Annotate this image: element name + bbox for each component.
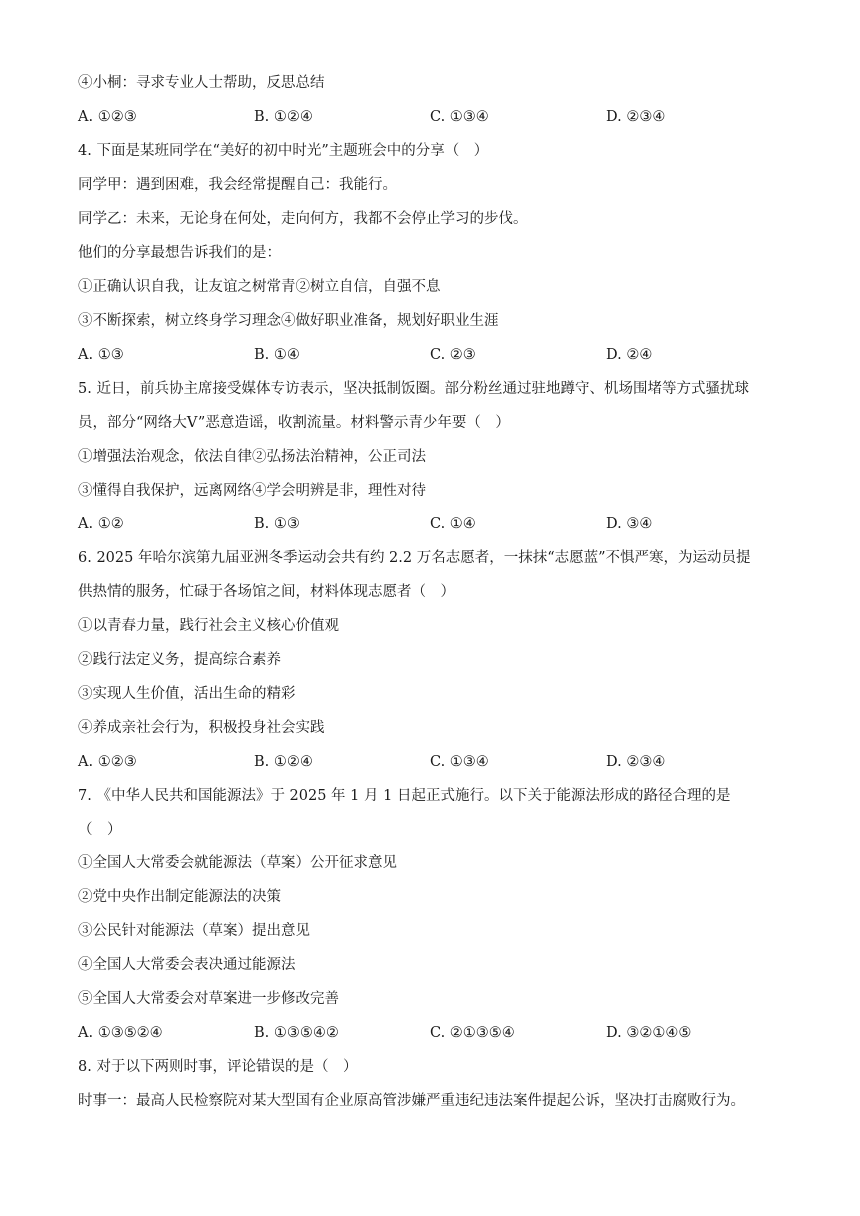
q3-option-c: C. ①③④: [430, 109, 489, 125]
q7-item-2: ②党中央作出制定能源法的决策: [78, 889, 281, 905]
q5-option-c: C. ①④: [430, 516, 476, 532]
q6-stem-2: 供热情的服务，忙碌于各场馆之间，材料体现志愿者（ ）: [78, 584, 455, 600]
q7-item-3: ③公民针对能源法（草案）提出意见: [78, 923, 310, 939]
q7-option-b: B. ①③⑤④②: [254, 1025, 339, 1041]
q5-items-1: ①增强法治观念，依法自律②弘扬法治精神，公正司法: [78, 449, 426, 465]
q3-option-d: D. ②③④: [606, 109, 666, 125]
q3-option-b: B. ①②④: [254, 109, 313, 125]
q5-items-2: ③懂得自我保护，远离网络④学会明辨是非，理性对待: [78, 483, 426, 499]
q6-stem-1: 6. 2025 年哈尔滨第九届亚洲冬季运动会共有约 2.2 万名志愿者，一抹抹“志愿蓝”不惧严寒，为运动员提: [78, 550, 751, 566]
q7-item-4: ④全国人大常委会表决通过能源法: [78, 957, 296, 973]
q6-option-a: A. ①②③: [78, 754, 137, 770]
q4-stem: 4. 下面是某班同学在“美好的初中时光”主题班会中的分享（ ）: [78, 143, 489, 159]
q3-option-a: A. ①②③: [78, 109, 137, 125]
q5-option-d: D. ③④: [606, 516, 653, 532]
q4-option-a: A. ①③: [78, 347, 124, 363]
q6-item-3: ③实现人生价值，活出生命的精彩: [78, 686, 296, 702]
q5-option-b: B. ①③: [254, 516, 300, 532]
q4-items-1: ①正确认识自我，让友谊之树常青②树立自信，自强不息: [78, 279, 441, 295]
q4-items-2: ③不断探索，树立终身学习理念④做好职业准备，规划好职业生涯: [78, 313, 499, 329]
q6-item-1: ①以青春力量，践行社会主义核心价值观: [78, 618, 339, 634]
q8-stem: 8. 对于以下两则时事，评论错误的是（ ）: [78, 1059, 358, 1075]
q7-item-1: ①全国人大常委会就能源法（草案）公开征求意见: [78, 855, 397, 871]
q7-stem-2: （ ）: [78, 822, 122, 838]
q6-option-c: C. ①③④: [430, 754, 489, 770]
q5-stem-1: 5. 近日，前兵协主席接受媒体专访表示，坚决抵制饭圈。部分粉丝通过驻地蹲守、机场围堵等方式骚扰球: [78, 381, 749, 397]
q4-option-d: D. ②④: [606, 347, 653, 363]
q5-stem-2: 员，部分“网络大V”恶意造谣，收割流量。材料警示青少年要（ ）: [78, 415, 510, 431]
q4-option-b: B. ①④: [254, 347, 300, 363]
q3-item-4: ④小桐：寻求专业人士帮助，反思总结: [78, 75, 325, 91]
q7-option-d: D. ③②①④⑤: [606, 1025, 692, 1041]
q6-item-4: ④养成亲社会行为，积极投身社会实践: [78, 720, 325, 736]
q6-option-d: D. ②③④: [606, 754, 666, 770]
q7-option-c: C. ②①③⑤④: [430, 1025, 515, 1041]
q7-option-a: A. ①③⑤②④: [78, 1025, 163, 1041]
q8-event-1: 时事一：最高人民检察院对某大型国有企业原高管涉嫌严重违纪违法案件提起公诉，坚决打击腐败行为。: [78, 1093, 745, 1109]
q4-line-2: 同学乙：未来，无论身在何处，走向何方，我都不会停止学习的步伐。: [78, 211, 528, 227]
q4-option-c: C. ②③: [430, 347, 476, 363]
q7-item-5: ⑤全国人大常委会对草案进一步修改完善: [78, 991, 339, 1007]
q4-line-1: 同学甲：遇到困难，我会经常提醒自己：我能行。: [78, 177, 397, 193]
q4-line-3: 他们的分享最想告诉我们的是：: [78, 245, 281, 261]
q6-item-2: ②践行法定义务，提高综合素养: [78, 652, 281, 668]
q7-stem-1: 7. 《中华人民共和国能源法》于 2025 年 1 月 1 日起正式施行。以下关于能源法形成的路径合理的是: [78, 788, 731, 804]
q6-option-b: B. ①②④: [254, 754, 313, 770]
q5-option-a: A. ①②: [78, 516, 124, 532]
